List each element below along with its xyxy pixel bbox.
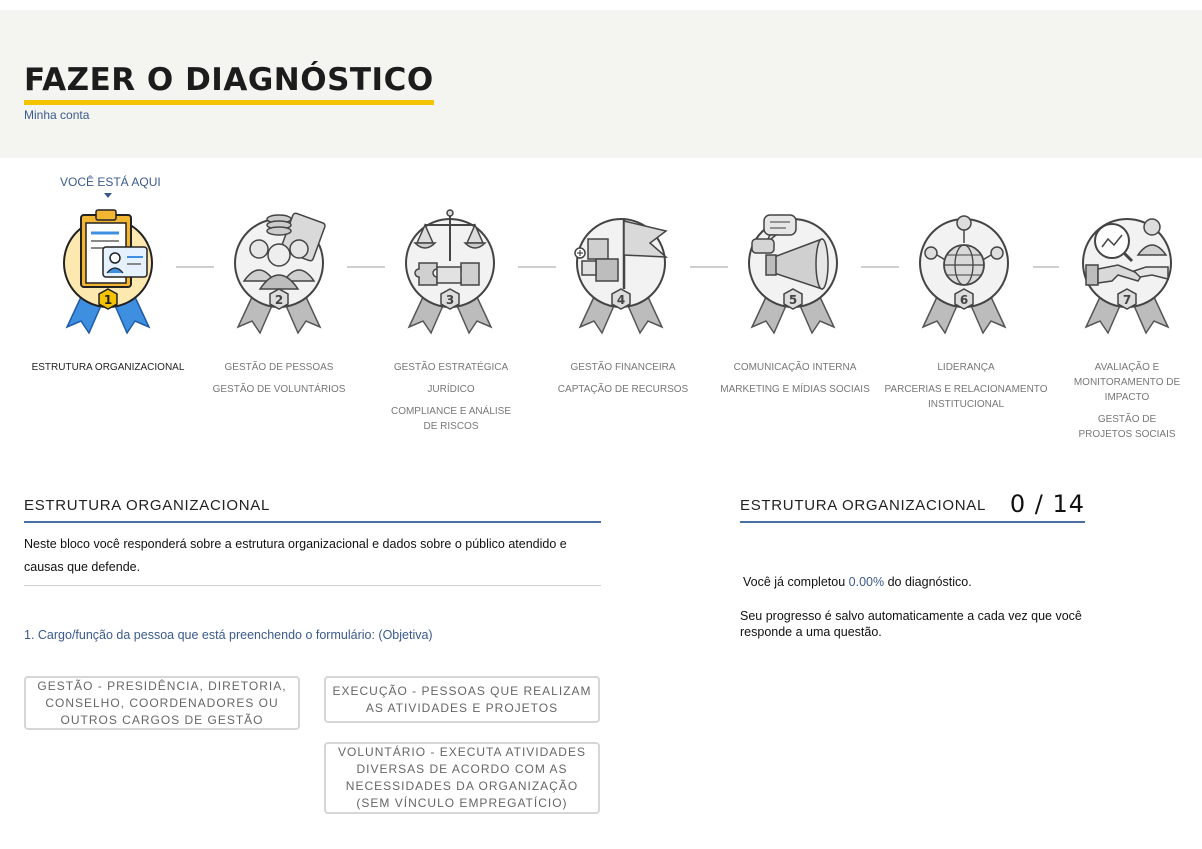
breadcrumb-my-account[interactable]: Minha conta <box>24 108 90 122</box>
step-2-labels[interactable] <box>194 360 364 404</box>
answer-option-gestao[interactable]: GESTÃO - PRESIDÊNCIA, DIRETORIA, CONSELHO, COORDENADORES OU OUTROS CARGOS DE GESTÃO <box>24 676 300 730</box>
step-4-number: 4 <box>616 293 626 307</box>
answer-option-execucao[interactable]: EXECUÇÃO - PESSOAS QUE REALIZAM AS ATIVIDADES E PROJETOS <box>324 676 600 723</box>
megaphone-chat-icon <box>738 205 848 335</box>
step-3-number: 3 <box>445 293 455 307</box>
step-7[interactable] <box>1052 205 1202 335</box>
question-text: 1. Cargo/função da pessoa que está preenchendo o formulário: (Objetiva) <box>24 628 433 642</box>
step-2[interactable] <box>204 205 354 335</box>
you-are-here-arrow <box>104 193 112 198</box>
step-label: GESTÃO FINANCEIRA <box>570 362 676 373</box>
step-1[interactable] <box>33 205 183 335</box>
answer-option-voluntario[interactable]: VOLUNTÁRIO - EXECUTA ATIVIDADES DIVERSAS DE ACORDO COM AS NECESSIDADES DA ORGANIZAÇÃO (SEM VÍNCULO EMPREGATÍCIO) <box>324 742 600 814</box>
scales-puzzle-icon <box>395 205 505 335</box>
progress-percent: 0.00% <box>848 575 885 589</box>
magnifier-handshake-icon <box>1072 205 1182 335</box>
step-label: JURÍDICO <box>427 384 475 395</box>
step-3[interactable] <box>375 205 525 335</box>
people-money-icon <box>224 205 334 335</box>
step-5-labels[interactable] <box>710 360 880 404</box>
step-label: COMUNICAÇÃO INTERNA <box>733 362 857 373</box>
step-label: MARKETING E MÍDIAS SOCIAIS <box>720 384 870 395</box>
step-5-number: 5 <box>788 293 798 307</box>
step-label: GESTÃO ESTRATÉGICA <box>393 362 509 373</box>
step-3-labels[interactable] <box>367 360 535 441</box>
section-description: Neste bloco você responderá sobre a estrutura organizacional e dados sobre o público atendido e causas que defende. <box>24 533 601 586</box>
step-label: PARCERIAS E RELACIONAMENTO INSTITUCIONAL <box>884 384 1048 410</box>
step-2-number: 2 <box>274 293 284 307</box>
step-label: GESTÃO DE PROJETOS SOCIAIS <box>1078 414 1176 440</box>
step-7-number: 7 <box>1122 293 1132 307</box>
step-6-number: 6 <box>959 293 969 307</box>
step-label: COMPLIANCE E ANÁLISE DE RISCOS <box>390 406 512 432</box>
section-title: ESTRUTURA ORGANIZACIONAL <box>24 497 601 523</box>
progress-section-title: ESTRUTURA ORGANIZACIONAL <box>740 497 986 514</box>
autosave-note: Seu progresso é salvo automaticamente a cada vez que você responde a uma questão. <box>740 609 1082 639</box>
step-connector <box>176 266 214 268</box>
progress-prefix: Você já completou <box>743 575 846 589</box>
page-title: FAZER O DIAGNÓSTICO <box>24 62 434 105</box>
step-1-labels[interactable] <box>23 360 193 382</box>
globe-network-icon <box>909 205 1019 335</box>
step-connector <box>518 266 556 268</box>
step-connector <box>690 266 728 268</box>
step-4-labels[interactable] <box>538 360 708 404</box>
boxes-flag-icon <box>566 205 676 335</box>
step-label: CAPTAÇÃO DE RECURSOS <box>557 384 689 395</box>
step-7-labels[interactable] <box>1070 360 1184 449</box>
progress-completed-text <box>743 575 972 589</box>
you-are-here-label: VOCÊ ESTÁ AQUI <box>60 175 161 189</box>
step-6-labels[interactable] <box>881 360 1051 419</box>
progress-counter: 0 / 14 <box>1009 490 1085 518</box>
clipboard-id-card-icon <box>53 205 163 335</box>
step-label: GESTÃO DE VOLUNTÁRIOS <box>212 384 346 395</box>
progress-suffix: do diagnóstico. <box>887 575 972 589</box>
step-label: LIDERANÇA <box>937 362 995 373</box>
progress-header <box>740 490 1085 523</box>
step-connector <box>1033 266 1059 268</box>
step-1-number: 1 <box>103 293 113 307</box>
step-connector <box>347 266 385 268</box>
step-connector <box>861 266 899 268</box>
step-label: ESTRUTURA ORGANIZACIONAL <box>31 362 185 373</box>
step-4[interactable] <box>546 205 696 335</box>
step-label: AVALIAÇÃO E MONITORAMENTO DE IMPACTO <box>1073 362 1181 403</box>
step-5[interactable] <box>718 205 868 335</box>
step-label: GESTÃO DE PESSOAS <box>224 362 334 373</box>
step-6[interactable] <box>889 205 1039 335</box>
